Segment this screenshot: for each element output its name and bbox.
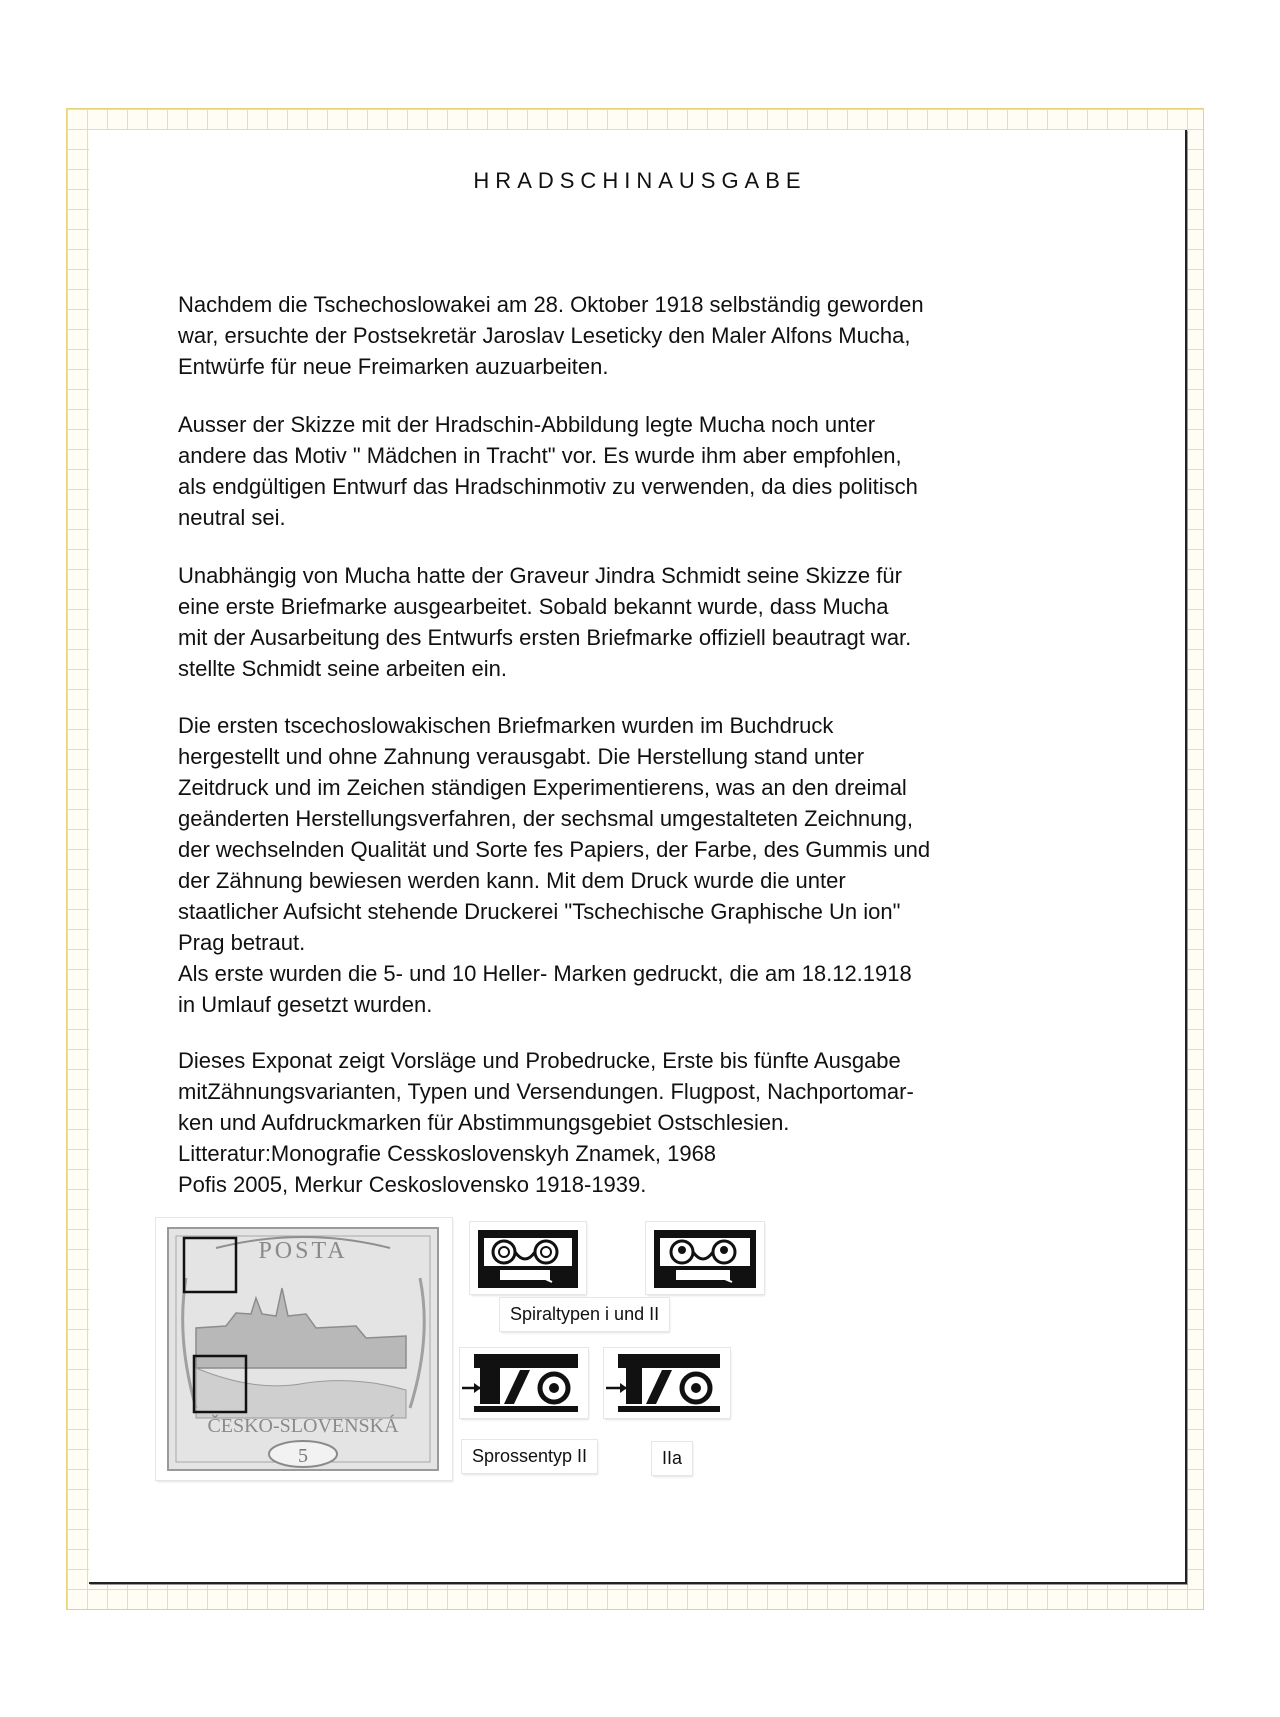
- text-line: der wechselnden Qualität und Sorte fes Papiers, der Farbe, des Gummis und: [178, 837, 931, 862]
- text-line: ken und Aufdruckmarken für Abstimmungsgebiet Ostschlesien.: [178, 1110, 790, 1135]
- stamp-top-text: POSTA: [258, 1238, 348, 1264]
- text-line: Unabhängig von Mucha hatte der Graveur Jindra Schmidt seine Skizze für: [178, 563, 902, 588]
- caption-sprossen-type-a: IIa: [652, 1442, 692, 1475]
- hradschin-stamp: [156, 1218, 452, 1480]
- text-line: Die ersten tscechoslowakischen Briefmarken wurden im Buchdruck: [178, 713, 834, 738]
- text-line: der Zähnung bewiesen werden kann. Mit dem Druck wurde die unter: [178, 868, 846, 893]
- caption-spiral-types: Spiraltypen i und II: [500, 1298, 669, 1331]
- text-line: Entwürfe für neue Freimarken auzuarbeiten.: [178, 354, 609, 379]
- spiral-type-2-cutout: [646, 1222, 764, 1294]
- text-line: mit der Ausarbeitung des Entwurfs ersten Briefmarke offiziell beautragt war.: [178, 625, 912, 650]
- paragraph-intro: [178, 289, 1118, 382]
- text-line: geänderten Herstellungsverfahren, der sechsmal umgestalteten Zeichnung,: [178, 806, 913, 831]
- spiral-type-1-cutout: [470, 1222, 586, 1294]
- paragraph-design: [178, 409, 1118, 533]
- text-line: Als erste wurden die 5- und 10 Heller- Marken gedruckt, die am 18.12.1918: [178, 961, 912, 986]
- text-line: hergestellt und ohne Zahnung verausgabt. Die Herstellung stand unter: [178, 744, 865, 769]
- stamp-cutout: [156, 1218, 452, 1480]
- text-line: stellte Schmidt seine arbeiten ein.: [178, 656, 507, 681]
- spiral-type-2-icon: [646, 1222, 764, 1294]
- text-line: Dieses Exponat zeigt Vorsläge und Probedrucke, Erste bis fünfte Ausgabe: [178, 1048, 901, 1073]
- caption-sprossen-type: Sprossentyp II: [462, 1440, 597, 1473]
- sprossen-type-2-icon: [460, 1348, 588, 1418]
- paragraph-exhibit: [178, 1045, 1118, 1200]
- sprossen-type-2-cutout: [460, 1348, 588, 1418]
- text-line: staatlicher Aufsicht stehende Druckerei "Tschechische Graphische Un ion": [178, 899, 901, 924]
- text-line: mitZähnungsvarianten, Typen und Versendungen. Flugpost, Nachportomar-: [178, 1079, 914, 1104]
- text-line: Prag betraut.: [178, 930, 306, 955]
- page-title: HRADSCHINAUSGABE: [473, 168, 807, 193]
- spiral-type-1-icon: [470, 1222, 586, 1294]
- text-line: neutral sei.: [178, 505, 286, 530]
- sprossen-type-2a-icon: [604, 1348, 730, 1418]
- text-line: Ausser der Skizze mit der Hradschin-Abbildung legte Mucha noch unter: [178, 412, 876, 437]
- text-line: Zeitdruck und im Zeichen ständigen Experimentierens, was an den dreimal: [178, 775, 907, 800]
- text-line: andere das Motiv " Mädchen in Tracht" vor. Es wurde ihm aber empfohlen,: [178, 443, 902, 468]
- stamp-bottom-text: ČESKO-SLOVENSKÁ: [207, 1415, 399, 1437]
- text-line: als endgültigen Entwurf das Hradschinmotiv zu verwenden, da dies politisch: [178, 474, 918, 499]
- text-line: eine erste Briefmarke ausgearbeitet. Sobald bekannt wurde, dass Mucha: [178, 594, 889, 619]
- stamp-value: 5: [298, 1445, 308, 1467]
- sprossen-type-2a-cutout: [604, 1348, 730, 1418]
- text-line: war, ersuchte der Postsekretär Jaroslav Leseticky den Maler Alfons Mucha,: [178, 323, 911, 348]
- text-line: Nachdem die Tschechoslowakei am 28. Oktober 1918 selbständig geworden: [178, 292, 924, 317]
- text-line: in Umlauf gesetzt wurden.: [178, 992, 433, 1017]
- text-line: Litteratur:Monografie Cesskoslovenskyh Znamek, 1968: [178, 1141, 717, 1166]
- paragraph-schmidt: [178, 560, 1118, 684]
- text-line: Pofis 2005, Merkur Ceskoslovensko 1918-1939.: [178, 1172, 647, 1197]
- paragraph-printing: [178, 710, 1118, 1020]
